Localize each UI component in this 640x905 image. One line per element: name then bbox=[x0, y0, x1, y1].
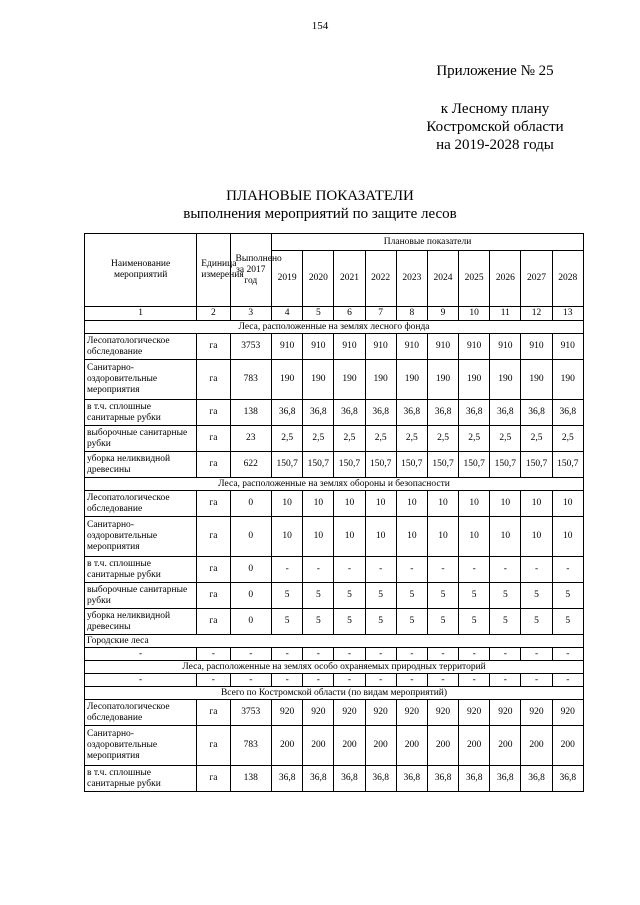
value-cell-2021: 36,8 bbox=[334, 766, 365, 792]
value-cell-2020: 190 bbox=[303, 360, 334, 400]
table-row bbox=[85, 426, 584, 452]
value-cell-2021: 2,5 bbox=[334, 426, 365, 452]
section-title: Леса, расположенные на землях лесного фонда bbox=[85, 321, 584, 334]
value-cell-2019: - bbox=[272, 557, 303, 583]
value-cell-2019: 2,5 bbox=[272, 426, 303, 452]
value-cell-2019: 190 bbox=[272, 360, 303, 400]
value-cell-2021: 150,7 bbox=[334, 452, 365, 478]
activity-name: Лесопатологическое обследование bbox=[85, 334, 197, 360]
value-cell-2024: 150,7 bbox=[427, 452, 458, 478]
done-2017-cell: 783 bbox=[230, 726, 272, 766]
table-row bbox=[85, 557, 584, 583]
value-cell-2021: 190 bbox=[334, 360, 365, 400]
year-header-2020: 2020 bbox=[303, 251, 334, 307]
value-cell-2019: - bbox=[272, 648, 303, 661]
value-cell-2025: - bbox=[459, 557, 490, 583]
value-cell-2025: 36,8 bbox=[459, 766, 490, 792]
year-header-2023: 2023 bbox=[396, 251, 427, 307]
activity-name: Лесопатологическое обследование bbox=[85, 700, 197, 726]
value-cell-2024: 36,8 bbox=[427, 766, 458, 792]
value-cell-2020: 920 bbox=[303, 700, 334, 726]
value-cell-2019: 36,8 bbox=[272, 766, 303, 792]
unit-cell: - bbox=[197, 648, 230, 661]
header-done-2017: Выполнено за 2017 год bbox=[230, 234, 272, 307]
value-cell-2024: 2,5 bbox=[427, 426, 458, 452]
value-cell-2027: 36,8 bbox=[521, 766, 552, 792]
value-cell-2024: - bbox=[427, 674, 458, 687]
value-cell-2022: 910 bbox=[365, 334, 396, 360]
value-cell-2023: - bbox=[396, 557, 427, 583]
value-cell-2027: 910 bbox=[521, 334, 552, 360]
table-row bbox=[85, 583, 584, 609]
value-cell-2028: 36,8 bbox=[552, 766, 583, 792]
value-cell-2026: - bbox=[490, 674, 521, 687]
unit-cell: га bbox=[197, 766, 230, 792]
value-cell-2025: 10 bbox=[459, 517, 490, 557]
value-cell-2025: 920 bbox=[459, 700, 490, 726]
section-row bbox=[85, 687, 584, 700]
header-unit: Единица измерения bbox=[197, 234, 230, 307]
value-cell-2022: - bbox=[365, 674, 396, 687]
value-cell-2028: 10 bbox=[552, 491, 583, 517]
table-row bbox=[85, 609, 584, 635]
value-cell-2024: 36,8 bbox=[427, 400, 458, 426]
value-cell-2019: 920 bbox=[272, 700, 303, 726]
value-cell-2026: - bbox=[490, 557, 521, 583]
column-number: 8 bbox=[396, 307, 427, 321]
column-number: 9 bbox=[427, 307, 458, 321]
value-cell-2019: 5 bbox=[272, 609, 303, 635]
value-cell-2021: 10 bbox=[334, 517, 365, 557]
value-cell-2027: - bbox=[521, 557, 552, 583]
value-cell-2020: 36,8 bbox=[303, 766, 334, 792]
value-cell-2022: 36,8 bbox=[365, 400, 396, 426]
value-cell-2022: 190 bbox=[365, 360, 396, 400]
value-cell-2023: 920 bbox=[396, 700, 427, 726]
column-number: 2 bbox=[197, 307, 230, 321]
table-row bbox=[85, 517, 584, 557]
unit-cell: га bbox=[197, 583, 230, 609]
value-cell-2024: - bbox=[427, 648, 458, 661]
value-cell-2023: 36,8 bbox=[396, 400, 427, 426]
value-cell-2020: 10 bbox=[303, 517, 334, 557]
value-cell-2026: 10 bbox=[490, 491, 521, 517]
value-cell-2023: 2,5 bbox=[396, 426, 427, 452]
value-cell-2027: 36,8 bbox=[521, 400, 552, 426]
value-cell-2024: 5 bbox=[427, 583, 458, 609]
activity-name: выборочные санитарные рубки bbox=[85, 583, 197, 609]
column-number: 11 bbox=[490, 307, 521, 321]
table-row bbox=[85, 452, 584, 478]
activity-name: уборка неликвидной древесины bbox=[85, 609, 197, 635]
document-subtitle: выполнения мероприятий по защите лесов bbox=[183, 206, 457, 222]
done-2017-cell: 0 bbox=[230, 557, 272, 583]
year-header-2021: 2021 bbox=[334, 251, 365, 307]
value-cell-2023: 910 bbox=[396, 334, 427, 360]
header-name: Наименование мероприятий bbox=[85, 234, 197, 307]
unit-cell: - bbox=[197, 674, 230, 687]
table-row bbox=[85, 700, 584, 726]
value-cell-2025: 36,8 bbox=[459, 400, 490, 426]
value-cell-2027: 920 bbox=[521, 700, 552, 726]
value-cell-2021: 200 bbox=[334, 726, 365, 766]
value-cell-2022: 5 bbox=[365, 583, 396, 609]
done-2017-cell: 0 bbox=[230, 517, 272, 557]
value-cell-2025: 150,7 bbox=[459, 452, 490, 478]
plan-indicators-table bbox=[84, 233, 584, 792]
value-cell-2019: 200 bbox=[272, 726, 303, 766]
value-cell-2020: - bbox=[303, 674, 334, 687]
section-title: Леса, расположенные на землях обороны и безопасности bbox=[85, 478, 584, 491]
value-cell-2026: 920 bbox=[490, 700, 521, 726]
value-cell-2028: 910 bbox=[552, 334, 583, 360]
value-cell-2027: - bbox=[521, 648, 552, 661]
activity-name: выборочные санитарные рубки bbox=[85, 426, 197, 452]
value-cell-2022: 5 bbox=[365, 609, 396, 635]
section-title: Леса, расположенные на землях особо охраняемых природных территорий bbox=[85, 661, 584, 674]
appendix-line-3: на 2019-2028 годы bbox=[436, 137, 554, 153]
value-cell-2026: 150,7 bbox=[490, 452, 521, 478]
header-planned: Плановые показатели bbox=[272, 234, 584, 251]
year-header-2024: 2024 bbox=[427, 251, 458, 307]
value-cell-2022: 2,5 bbox=[365, 426, 396, 452]
value-cell-2022: 920 bbox=[365, 700, 396, 726]
section-title: Всего по Костромской области (по видам мероприятий) bbox=[85, 687, 584, 700]
done-2017-cell: 0 bbox=[230, 583, 272, 609]
value-cell-2023: 5 bbox=[396, 583, 427, 609]
value-cell-2025: 5 bbox=[459, 609, 490, 635]
value-cell-2020: 5 bbox=[303, 609, 334, 635]
value-cell-2019: 5 bbox=[272, 583, 303, 609]
value-cell-2024: 190 bbox=[427, 360, 458, 400]
column-number: 10 bbox=[459, 307, 490, 321]
table-row bbox=[85, 400, 584, 426]
year-header-2025: 2025 bbox=[459, 251, 490, 307]
column-numbers-row bbox=[85, 307, 584, 321]
section-row bbox=[85, 478, 584, 491]
value-cell-2019: 150,7 bbox=[272, 452, 303, 478]
appendix-title: Приложение № 25 bbox=[436, 63, 554, 79]
value-cell-2026: 10 bbox=[490, 517, 521, 557]
value-cell-2024: - bbox=[427, 557, 458, 583]
value-cell-2027: 2,5 bbox=[521, 426, 552, 452]
value-cell-2021: 10 bbox=[334, 491, 365, 517]
column-number: 7 bbox=[365, 307, 396, 321]
column-number: 4 bbox=[272, 307, 303, 321]
value-cell-2026: 2,5 bbox=[490, 426, 521, 452]
activity-name: уборка неликвидной древесины bbox=[85, 452, 197, 478]
unit-cell: га bbox=[197, 700, 230, 726]
value-cell-2019: 910 bbox=[272, 334, 303, 360]
value-cell-2024: 10 bbox=[427, 517, 458, 557]
value-cell-2025: 5 bbox=[459, 583, 490, 609]
value-cell-2021: - bbox=[334, 557, 365, 583]
value-cell-2026: 5 bbox=[490, 583, 521, 609]
value-cell-2023: 10 bbox=[396, 491, 427, 517]
done-2017-cell: 0 bbox=[230, 491, 272, 517]
value-cell-2020: 200 bbox=[303, 726, 334, 766]
value-cell-2028: - bbox=[552, 648, 583, 661]
value-cell-2028: 150,7 bbox=[552, 452, 583, 478]
column-number: 1 bbox=[85, 307, 197, 321]
table-row bbox=[85, 360, 584, 400]
unit-cell: га bbox=[197, 557, 230, 583]
column-number: 5 bbox=[303, 307, 334, 321]
value-cell-2019: 36,8 bbox=[272, 400, 303, 426]
table-row bbox=[85, 674, 584, 687]
year-header-2022: 2022 bbox=[365, 251, 396, 307]
value-cell-2027: 200 bbox=[521, 726, 552, 766]
value-cell-2022: - bbox=[365, 557, 396, 583]
column-number: 12 bbox=[521, 307, 552, 321]
value-cell-2019: 10 bbox=[272, 517, 303, 557]
value-cell-2027: 10 bbox=[521, 517, 552, 557]
value-cell-2027: 150,7 bbox=[521, 452, 552, 478]
unit-cell: га bbox=[197, 426, 230, 452]
unit-cell: га bbox=[197, 491, 230, 517]
column-number: 3 bbox=[230, 307, 272, 321]
activity-name: Санитарно-оздоровительные мероприятия bbox=[85, 517, 197, 557]
done-2017-cell: 0 bbox=[230, 609, 272, 635]
value-cell-2027: 5 bbox=[521, 609, 552, 635]
value-cell-2026: 36,8 bbox=[490, 766, 521, 792]
value-cell-2022: - bbox=[365, 648, 396, 661]
page-number: 154 bbox=[311, 20, 329, 32]
done-2017-cell: 3753 bbox=[230, 334, 272, 360]
unit-cell: га bbox=[197, 517, 230, 557]
activity-name: в т.ч. сплошные санитарные рубки bbox=[85, 400, 197, 426]
value-cell-2020: 910 bbox=[303, 334, 334, 360]
value-cell-2019: 10 bbox=[272, 491, 303, 517]
value-cell-2024: 200 bbox=[427, 726, 458, 766]
value-cell-2028: 5 bbox=[552, 609, 583, 635]
value-cell-2028: 190 bbox=[552, 360, 583, 400]
done-2017-cell: - bbox=[230, 674, 272, 687]
year-header-2019: 2019 bbox=[272, 251, 303, 307]
section-row bbox=[85, 661, 584, 674]
value-cell-2020: 36,8 bbox=[303, 400, 334, 426]
activity-name: Санитарно-оздоровительные мероприятия bbox=[85, 360, 197, 400]
value-cell-2025: 910 bbox=[459, 334, 490, 360]
unit-cell: га bbox=[197, 400, 230, 426]
year-header-2026: 2026 bbox=[490, 251, 521, 307]
column-number: 13 bbox=[552, 307, 583, 321]
value-cell-2028: 36,8 bbox=[552, 400, 583, 426]
table-row bbox=[85, 766, 584, 792]
unit-cell: га bbox=[197, 609, 230, 635]
year-header-2027: 2027 bbox=[521, 251, 552, 307]
value-cell-2028: 5 bbox=[552, 583, 583, 609]
value-cell-2024: 920 bbox=[427, 700, 458, 726]
value-cell-2023: 36,8 bbox=[396, 766, 427, 792]
value-cell-2021: 920 bbox=[334, 700, 365, 726]
done-2017-cell: 138 bbox=[230, 400, 272, 426]
value-cell-2021: - bbox=[334, 674, 365, 687]
value-cell-2023: 200 bbox=[396, 726, 427, 766]
value-cell-2026: - bbox=[490, 648, 521, 661]
value-cell-2021: - bbox=[334, 648, 365, 661]
activity-name: в т.ч. сплошные санитарные рубки bbox=[85, 766, 197, 792]
value-cell-2023: - bbox=[396, 648, 427, 661]
activity-name: - bbox=[85, 674, 197, 687]
value-cell-2026: 190 bbox=[490, 360, 521, 400]
done-2017-cell: 622 bbox=[230, 452, 272, 478]
unit-cell: га bbox=[197, 452, 230, 478]
value-cell-2025: 2,5 bbox=[459, 426, 490, 452]
value-cell-2024: 10 bbox=[427, 491, 458, 517]
value-cell-2025: - bbox=[459, 674, 490, 687]
value-cell-2021: 5 bbox=[334, 583, 365, 609]
value-cell-2027: 190 bbox=[521, 360, 552, 400]
value-cell-2023: 190 bbox=[396, 360, 427, 400]
value-cell-2022: 10 bbox=[365, 517, 396, 557]
value-cell-2021: 36,8 bbox=[334, 400, 365, 426]
value-cell-2026: 200 bbox=[490, 726, 521, 766]
value-cell-2019: - bbox=[272, 674, 303, 687]
unit-cell: га bbox=[197, 334, 230, 360]
year-header-2028: 2028 bbox=[552, 251, 583, 307]
activity-name: Санитарно-оздоровительные мероприятия bbox=[85, 726, 197, 766]
value-cell-2027: 5 bbox=[521, 583, 552, 609]
value-cell-2025: 10 bbox=[459, 491, 490, 517]
table-body bbox=[85, 307, 584, 792]
value-cell-2020: 150,7 bbox=[303, 452, 334, 478]
appendix-line-2: Костромской области bbox=[426, 119, 564, 135]
table-row bbox=[85, 334, 584, 360]
table-row bbox=[85, 648, 584, 661]
value-cell-2020: 2,5 bbox=[303, 426, 334, 452]
value-cell-2021: 5 bbox=[334, 609, 365, 635]
done-2017-cell: 783 bbox=[230, 360, 272, 400]
value-cell-2028: 10 bbox=[552, 517, 583, 557]
activity-name: - bbox=[85, 648, 197, 661]
value-cell-2026: 910 bbox=[490, 334, 521, 360]
value-cell-2025: - bbox=[459, 648, 490, 661]
section-row bbox=[85, 635, 584, 648]
value-cell-2028: 920 bbox=[552, 700, 583, 726]
value-cell-2022: 200 bbox=[365, 726, 396, 766]
column-number: 6 bbox=[334, 307, 365, 321]
value-cell-2023: 5 bbox=[396, 609, 427, 635]
value-cell-2028: - bbox=[552, 674, 583, 687]
table-row bbox=[85, 726, 584, 766]
value-cell-2023: 150,7 bbox=[396, 452, 427, 478]
value-cell-2025: 190 bbox=[459, 360, 490, 400]
value-cell-2026: 5 bbox=[490, 609, 521, 635]
table-row bbox=[85, 491, 584, 517]
value-cell-2024: 910 bbox=[427, 334, 458, 360]
value-cell-2028: 200 bbox=[552, 726, 583, 766]
document-title: ПЛАНОВЫЕ ПОКАЗАТЕЛИ bbox=[226, 188, 414, 204]
appendix-subtitle bbox=[400, 100, 590, 154]
value-cell-2025: 200 bbox=[459, 726, 490, 766]
value-cell-2020: - bbox=[303, 557, 334, 583]
value-cell-2022: 150,7 bbox=[365, 452, 396, 478]
value-cell-2026: 36,8 bbox=[490, 400, 521, 426]
done-2017-cell: 138 bbox=[230, 766, 272, 792]
value-cell-2024: 5 bbox=[427, 609, 458, 635]
done-2017-cell: - bbox=[230, 648, 272, 661]
value-cell-2023: - bbox=[396, 674, 427, 687]
done-2017-cell: 23 bbox=[230, 426, 272, 452]
unit-cell: га bbox=[197, 360, 230, 400]
value-cell-2028: - bbox=[552, 557, 583, 583]
appendix-line-1: к Лесному плану bbox=[440, 101, 550, 117]
done-2017-cell: 3753 bbox=[230, 700, 272, 726]
value-cell-2020: 10 bbox=[303, 491, 334, 517]
unit-cell: га bbox=[197, 726, 230, 766]
value-cell-2020: 5 bbox=[303, 583, 334, 609]
value-cell-2022: 36,8 bbox=[365, 766, 396, 792]
activity-name: Лесопатологическое обследование bbox=[85, 491, 197, 517]
section-row bbox=[85, 321, 584, 334]
section-title: Городские леса bbox=[85, 635, 584, 648]
value-cell-2023: 10 bbox=[396, 517, 427, 557]
activity-name: в т.ч. сплошные санитарные рубки bbox=[85, 557, 197, 583]
value-cell-2027: - bbox=[521, 674, 552, 687]
value-cell-2028: 2,5 bbox=[552, 426, 583, 452]
value-cell-2022: 10 bbox=[365, 491, 396, 517]
value-cell-2021: 910 bbox=[334, 334, 365, 360]
value-cell-2020: - bbox=[303, 648, 334, 661]
value-cell-2027: 10 bbox=[521, 491, 552, 517]
